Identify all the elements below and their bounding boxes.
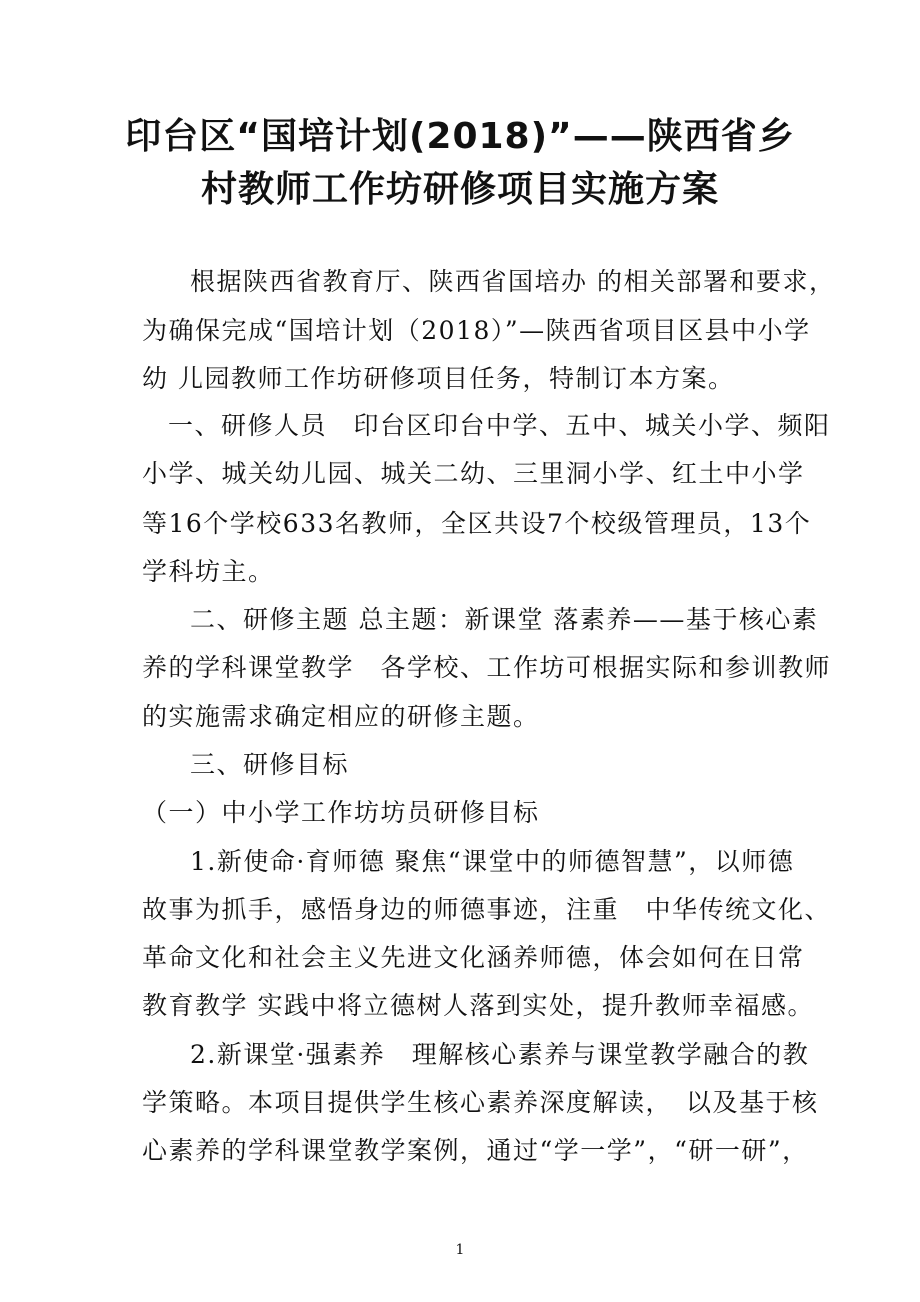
section-2-line-3: 的实施需求确定相应的研修主题。: [142, 702, 540, 731]
goal-1-line-2: 故事为抓手，感悟身边的师德事迹，注重 中华传统文化、: [142, 895, 832, 924]
section-1-line-4: 学科坊主。: [142, 557, 275, 586]
goal-1-line-4: 教育教学 实践中将立德树人落到实处，提升教师幸福感。: [142, 991, 814, 1020]
section-1-line-1: 一、研修人员 印台区印台中学、五中、城关小学、频阳: [168, 411, 831, 440]
paragraph-intro-line-1: 根据陕西省教育厅、陕西省国培办 的相关部署和要求，: [190, 267, 836, 296]
goal-1-line-1: 1.新使命·育师德 聚焦“课堂中的师德智慧”，以师德: [190, 847, 795, 876]
paragraph-intro-line-3: 幼 儿园教师工作坊研修项目任务，特制订本方案。: [142, 364, 735, 393]
title-line-1: 印台区“国培计划(2018)”——陕西省乡: [125, 116, 795, 157]
section-3-heading: 三、研修目标: [190, 750, 350, 779]
page-number: 1: [455, 1242, 465, 1258]
paragraph-intro-line-2: 为确保完成“国培计划（2018）”—陕西省项目区县中小学: [142, 316, 811, 345]
goal-2-line-2: 学策略。本项目提供学生核心素养深度解读， 以及基于核: [142, 1088, 819, 1117]
section-1-line-2: 小学、城关幼儿园、城关二幼、三里洞小学、红土中小学: [142, 459, 805, 488]
goal-2-line-1: 2.新课堂·强素养 理解核心素养与课堂教学融合的教: [190, 1040, 810, 1069]
section-2-line-2: 养的学科课堂教学 各学校、工作坊可根据实际和参训教师: [142, 653, 832, 682]
goal-1-line-3: 革命文化和社会主义先进文化涵养师德，体会如何在日常: [142, 943, 805, 972]
section-3-subheading: （一）中小学工作坊坊员研修目标: [142, 798, 540, 827]
section-2-line-1: 二、研修主题 总主题：新课堂 落素养——基于核心素: [190, 605, 819, 634]
title-line-2: 村教师工作坊研修项目实施方案: [200, 169, 719, 210]
section-1-line-3: 等16个学校633名教师，全区共设7个校级管理员，13个: [142, 509, 812, 538]
goal-2-line-3: 心素养的学科课堂教学案例，通过“学一学”，“研一研”，: [142, 1136, 809, 1165]
